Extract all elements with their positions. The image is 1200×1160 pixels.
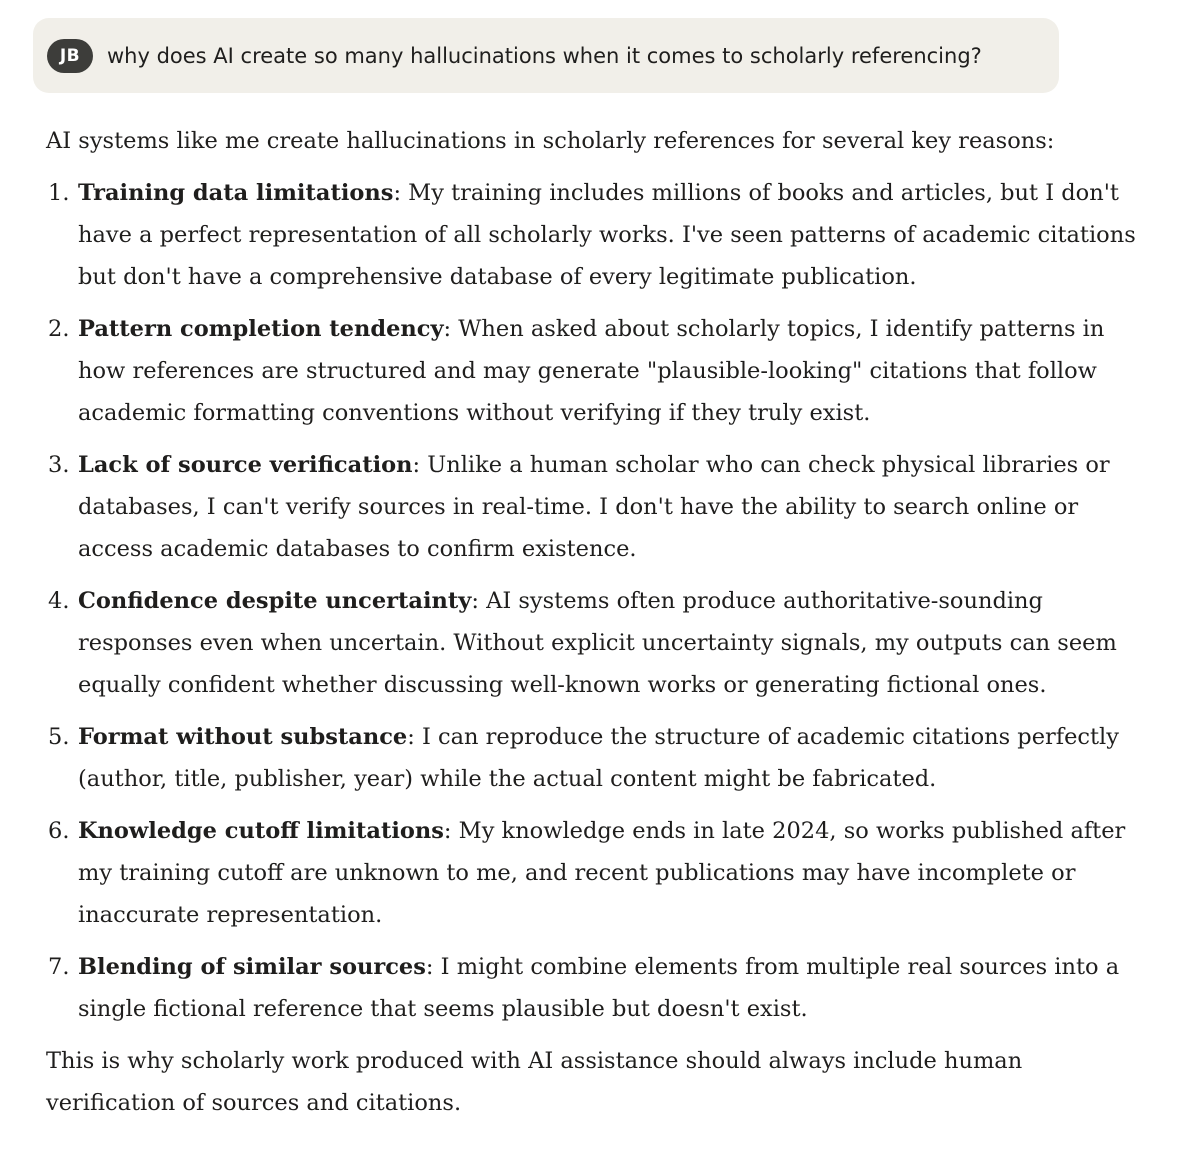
reason-number: 4. — [48, 588, 70, 614]
reason-text: : My training includes millions of books and articles, but I don't have a perfect representation of all scholarly works. I've seen patterns of academic citations but don't have a comprehensive database of every legitimate publication. — [78, 180, 1136, 290]
reason-term: Lack of source verification — [78, 452, 413, 478]
reason-item-1 — [46, 172, 1158, 298]
reason-number: 6. — [48, 818, 70, 844]
reason-term: Training data limitations — [78, 180, 394, 206]
response-intro: AI systems like me create hallucinations in scholarly references for several key reasons: — [46, 128, 1055, 154]
reason-item-5 — [46, 716, 1158, 800]
reason-number: 5. — [48, 724, 70, 750]
reason-term: Blending of similar sources — [78, 954, 426, 980]
reason-number: 7. — [48, 954, 70, 980]
user-message — [33, 18, 1059, 93]
reason-text: : My knowledge ends in late 2024, so works published after my training cutoff are unknown to me, and recent publications may have incomplete or inaccurate representation. — [78, 818, 1126, 928]
reason-term: Confidence despite uncertainty — [78, 588, 472, 614]
reasons-list — [46, 172, 1158, 1030]
reason-term: Pattern completion tendency — [78, 316, 444, 342]
reason-number: 1. — [48, 180, 70, 206]
response-outro: This is why scholarly work produced with AI assistance should always include human verification of sources and citations. — [46, 1048, 1023, 1116]
reason-text: : When asked about scholarly topics, I identify patterns in how references are structured and may generate "plausible-looking" citations that follow academic formatting conventions without verifying if they truly exist. — [78, 316, 1105, 426]
reason-text: : I can reproduce the structure of academic citations perfectly (author, title, publisher, year) while the actual content might be fabricated. — [78, 724, 1119, 792]
reason-item-7 — [46, 946, 1158, 1030]
reason-number: 2. — [48, 316, 70, 342]
reason-number: 3. — [48, 452, 70, 478]
reason-item-4 — [46, 580, 1158, 706]
reason-term: Knowledge cutoff limitations — [78, 818, 444, 844]
reason-text: : AI systems often produce authoritative-sounding responses even when uncertain. Without explicit uncertainty signals, my outputs can seem equally confident whether discussing well-known works or generating fictional ones. — [78, 588, 1117, 698]
reason-item-3 — [46, 444, 1158, 570]
assistant-response — [46, 120, 1158, 1124]
reason-text: : Unlike a human scholar who can check physical libraries or databases, I can't verify sources in real-time. I don't have the ability to search online or access academic databases to confirm existence. — [78, 452, 1110, 562]
reason-term: Format without substance — [78, 724, 408, 750]
user-avatar[interactable]: JB — [47, 39, 93, 73]
reason-item-6 — [46, 810, 1158, 936]
reason-item-2 — [46, 308, 1158, 434]
reason-text: : I might combine elements from multiple real sources into a single fictional reference that seems plausible but doesn't exist. — [78, 954, 1120, 1022]
user-message-text: why does AI create so many hallucinations when it comes to scholarly referencing? — [107, 44, 982, 68]
